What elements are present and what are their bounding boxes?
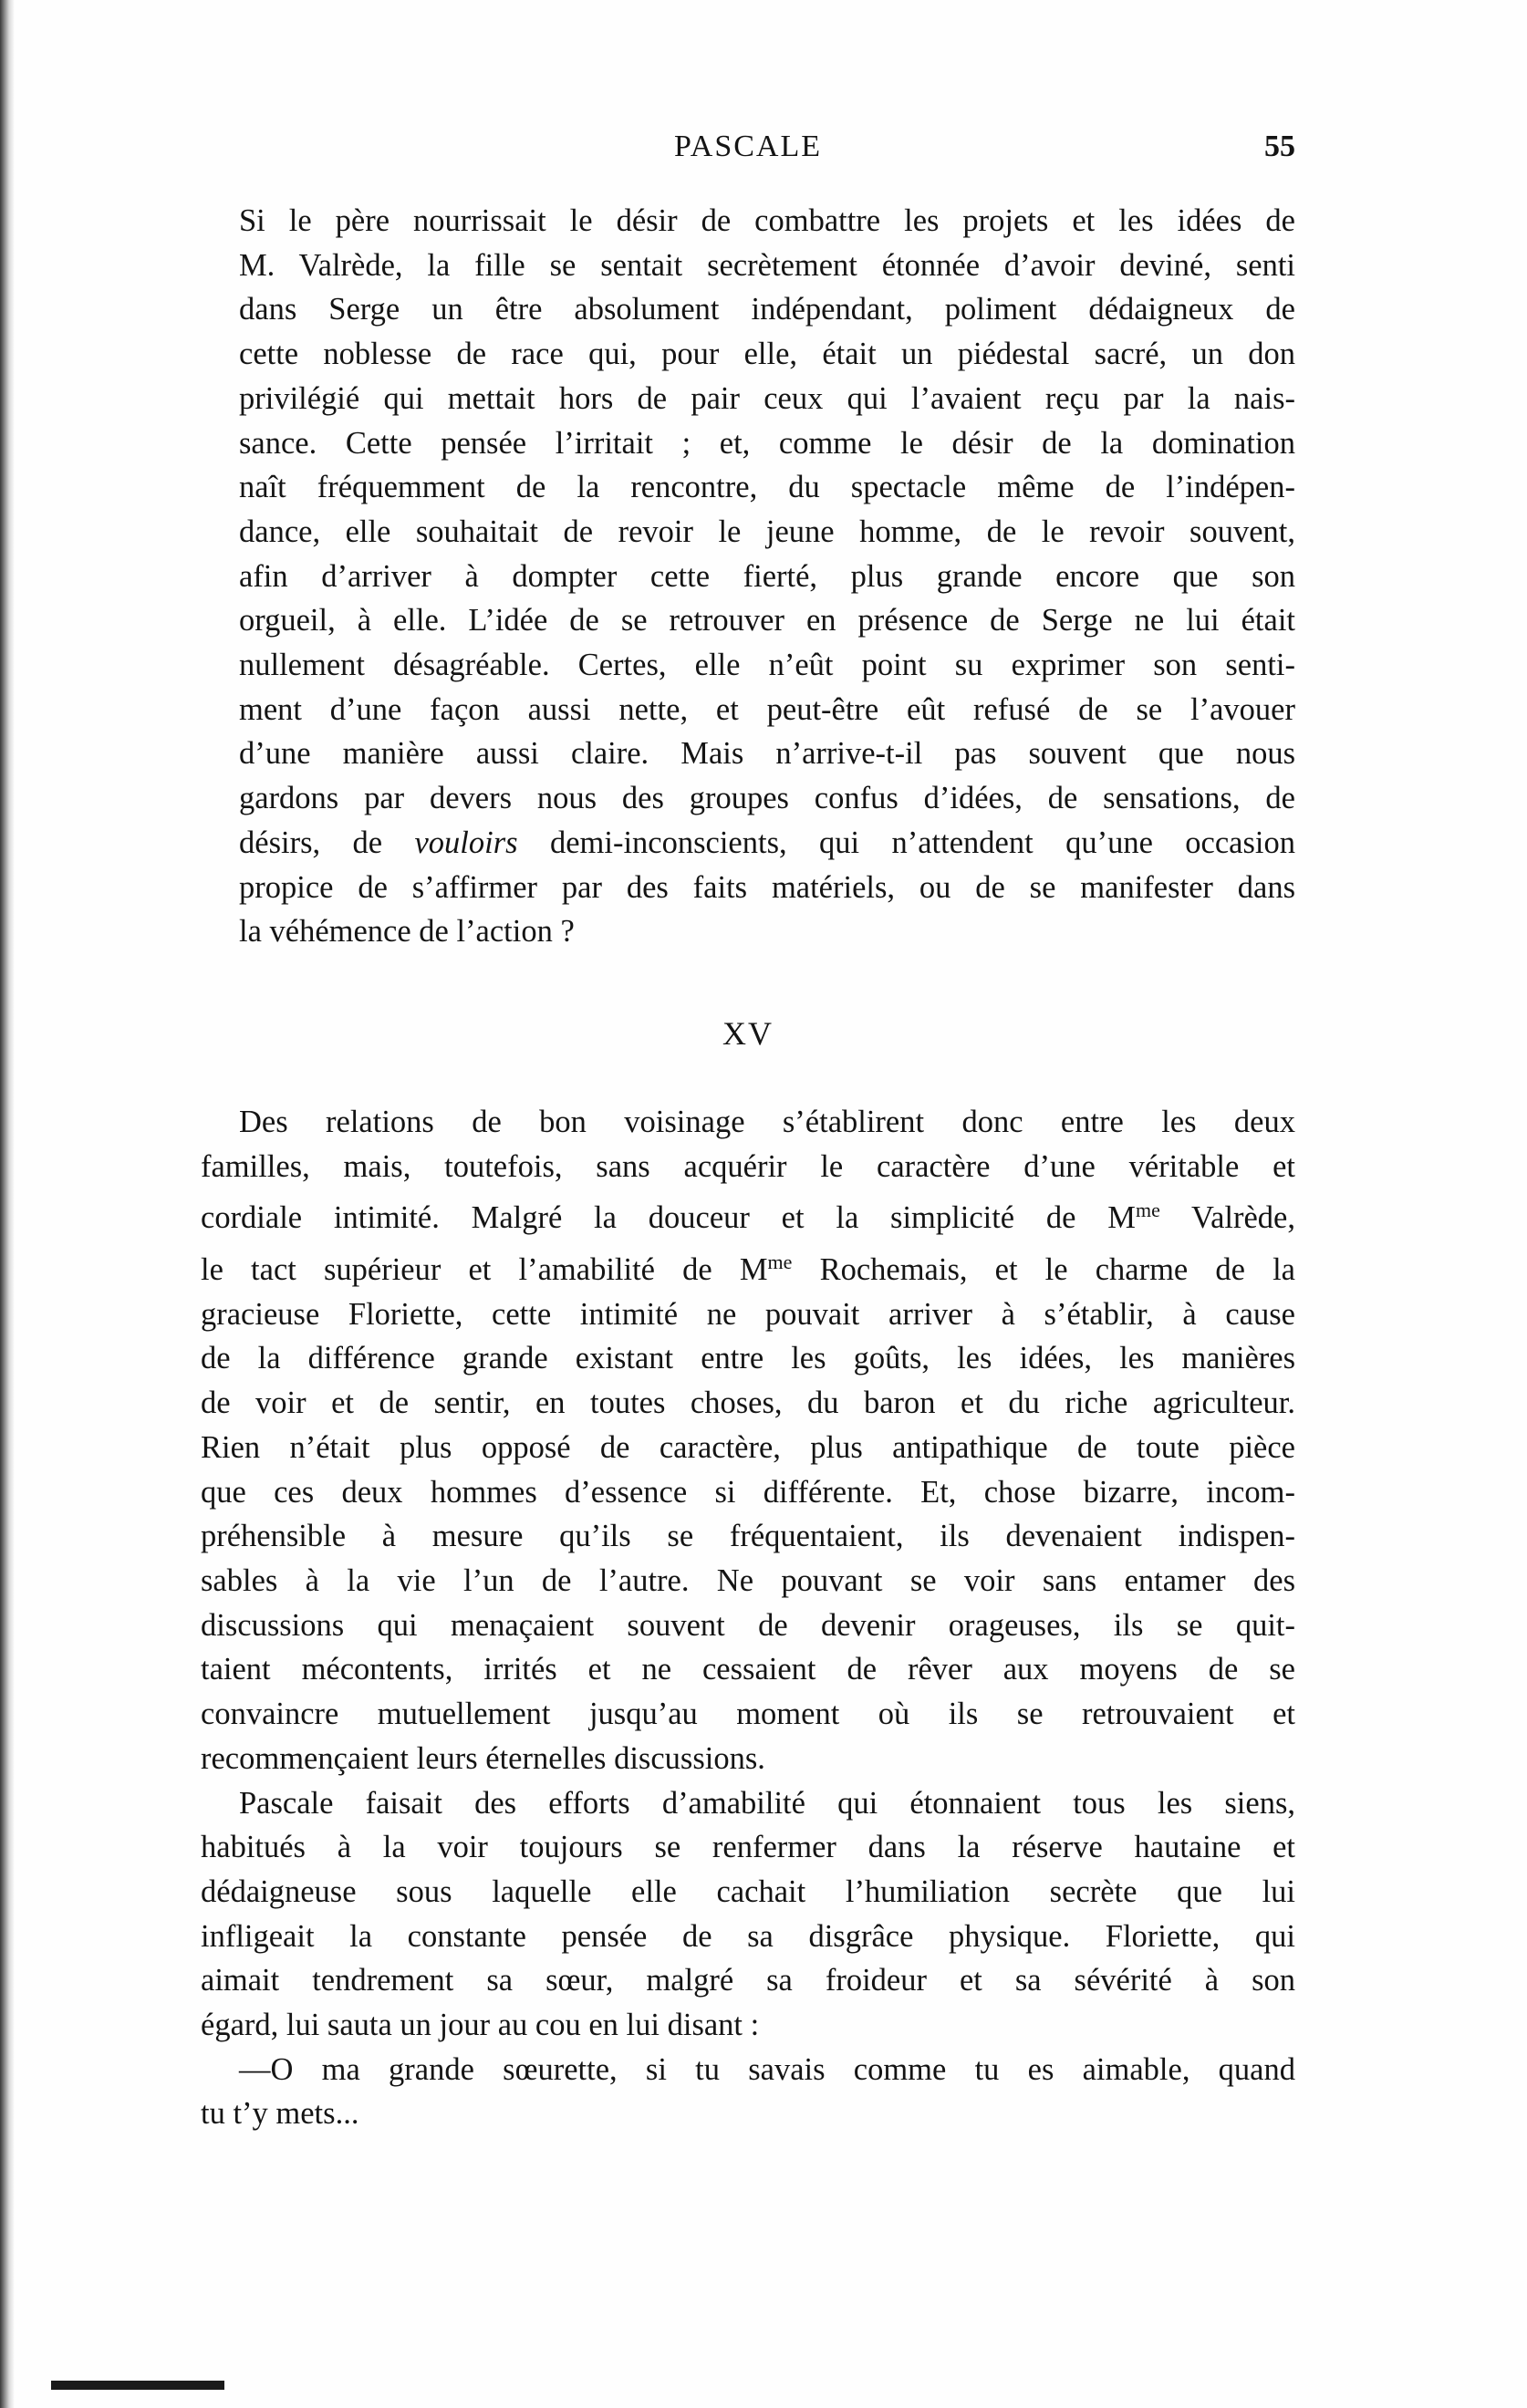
- text-line: orgueil, à elle. L’idée de se retrouver en présence de Serge ne lui était: [239, 603, 1295, 638]
- text-line: familles, mais, toutefois, sans acquérir le caractère d’une véritable et: [201, 1148, 1295, 1184]
- text-line: [201, 1240, 1295, 1292]
- text-line: aimait tendrement sa sœur, malgré sa froideur et sa sévérité à son: [201, 1963, 1295, 1998]
- text-line: que ces deux hommes d’essence si différente. Et, chose bizarre, incom-: [201, 1474, 1295, 1510]
- text-line: infligeait la constante pensée de sa disgrâce physique. Floriette, qui: [201, 1918, 1295, 1954]
- text-line: naît fréquemment de la rencontre, du spectacle même de l’indépen-: [239, 470, 1295, 505]
- text-line: Des relations de bon voisinage s’établirent donc entre les deux: [239, 1104, 1295, 1139]
- text-line: tu t’y mets...: [201, 2096, 359, 2132]
- italic-word: vouloirs: [414, 825, 518, 860]
- text-line: d’une manière aussi claire. Mais n’arrive-t-il pas souvent que nous: [239, 736, 1295, 772]
- text-line: cette noblesse de race qui, pour elle, était un piédestal sacré, un don: [239, 337, 1295, 372]
- text-line: Si le père nourrissait le désir de combattre les projets et les idées de: [239, 203, 1295, 238]
- text-line: recommençaient leurs éternelles discussions.: [201, 1740, 765, 1776]
- text-line: convaincre mutuellement jusqu’au moment où ils se retrouvaient et: [201, 1697, 1295, 1732]
- page-number: 55: [1264, 130, 1295, 163]
- text-line: taient mécontents, irrités et ne cessaient de rêver aux moyens de se: [201, 1652, 1295, 1687]
- text-line: [201, 821, 1295, 866]
- text-line: sance. Cette pensée l’irritait ; et, comme le désir de la domination: [239, 425, 1295, 461]
- paragraph-3: [201, 1781, 1295, 2048]
- paragraph-2: [201, 1100, 1295, 1781]
- body-text: [201, 199, 1295, 2136]
- text-line: égard, lui sauta un jour au cou en lui disant :: [201, 2008, 760, 2043]
- text-line: préhensible à mesure qu’ils se fréquentaient, ils devenaient indispen-: [201, 1519, 1295, 1554]
- text-line: habitués à la voir toujours se renfermer dans la réserve hautaine et: [201, 1830, 1295, 1865]
- text-line: propice de s’affirmer par des faits matériels, ou de se manifester dans: [239, 869, 1295, 905]
- text-run: cordiale intimité. Malgré la douceur et la simplicité de M: [201, 1200, 1136, 1236]
- text-line: discussions qui menaçaient souvent de devenir orageuses, ils se quit-: [201, 1607, 1295, 1643]
- text-line: dance, elle souhaitait de revoir le jeune homme, de le revoir souvent,: [239, 514, 1295, 549]
- text-line: dédaigneuse sous laquelle elle cachait l’humiliation secrète que lui: [201, 1873, 1295, 1909]
- text-line: sables à la vie l’un de l’autre. Ne pouvant se voir sans entamer des: [201, 1562, 1295, 1598]
- paragraph-4: [201, 2048, 1295, 2136]
- scan-edge-mark: [51, 2381, 224, 2390]
- text-line: de voir et de sentir, en toutes choses, du baron et du riche agriculteur.: [201, 1386, 1295, 1421]
- text-line: [201, 1188, 1295, 1240]
- running-title: PASCALE: [673, 130, 823, 163]
- text-line: M. Valrède, la fille se sentait secrètement étonnée d’avoir deviné, senti: [239, 247, 1295, 283]
- binding-gutter-shadow: [0, 0, 15, 2408]
- text-run: le tact supérieur et l’amabilité de M: [201, 1252, 768, 1288]
- text-line: ment d’une façon aussi nette, et peut-être eût refusé de se l’avouer: [239, 691, 1295, 727]
- text-line: gracieuse Floriette, cette intimité ne pouvait arriver à s’établir, à cause: [201, 1296, 1295, 1332]
- paragraph-1: [201, 199, 1295, 954]
- text-run: désirs, de: [239, 825, 415, 860]
- text-line: la véhémence de l’action ?: [239, 914, 575, 950]
- text-run: Rochemais, et le charme de la: [792, 1252, 1295, 1288]
- text-line: dans Serge un être absolument indépendant, poliment dédaigneux de: [239, 292, 1295, 327]
- page-header: [201, 130, 1295, 175]
- superscript: me: [767, 1251, 793, 1274]
- text-line: nullement désagréable. Certes, elle n’eût point su exprimer son senti-: [239, 648, 1295, 683]
- text-line: Rien n’était plus opposé de caractère, plus antipathique de toute pièce: [201, 1429, 1295, 1465]
- text-line: —O ma grande sœurette, si tu savais comme tu es aimable, quand: [239, 2051, 1295, 2087]
- text-line: Pascale faisait des efforts d’amabilité qui étonnaient tous les siens,: [239, 1785, 1295, 1821]
- text-line: gardons par devers nous des groupes confus d’idées, de sensations, de: [239, 781, 1295, 816]
- text-line: privilégié qui mettait hors de pair ceux qui l’avaient reçu par la nais-: [239, 380, 1295, 416]
- text-run: demi-inconscients, qui n’attendent qu’une occasion: [517, 825, 1295, 860]
- chapter-heading: XV: [722, 1014, 774, 1052]
- text-run: Valrède,: [1159, 1200, 1295, 1236]
- text-line: de la différence grande existant entre les goûts, les idées, les manières: [201, 1341, 1295, 1376]
- superscript: me: [1135, 1199, 1160, 1222]
- text-line: afin d’arriver à dompter cette fierté, plus grande encore que son: [239, 558, 1295, 594]
